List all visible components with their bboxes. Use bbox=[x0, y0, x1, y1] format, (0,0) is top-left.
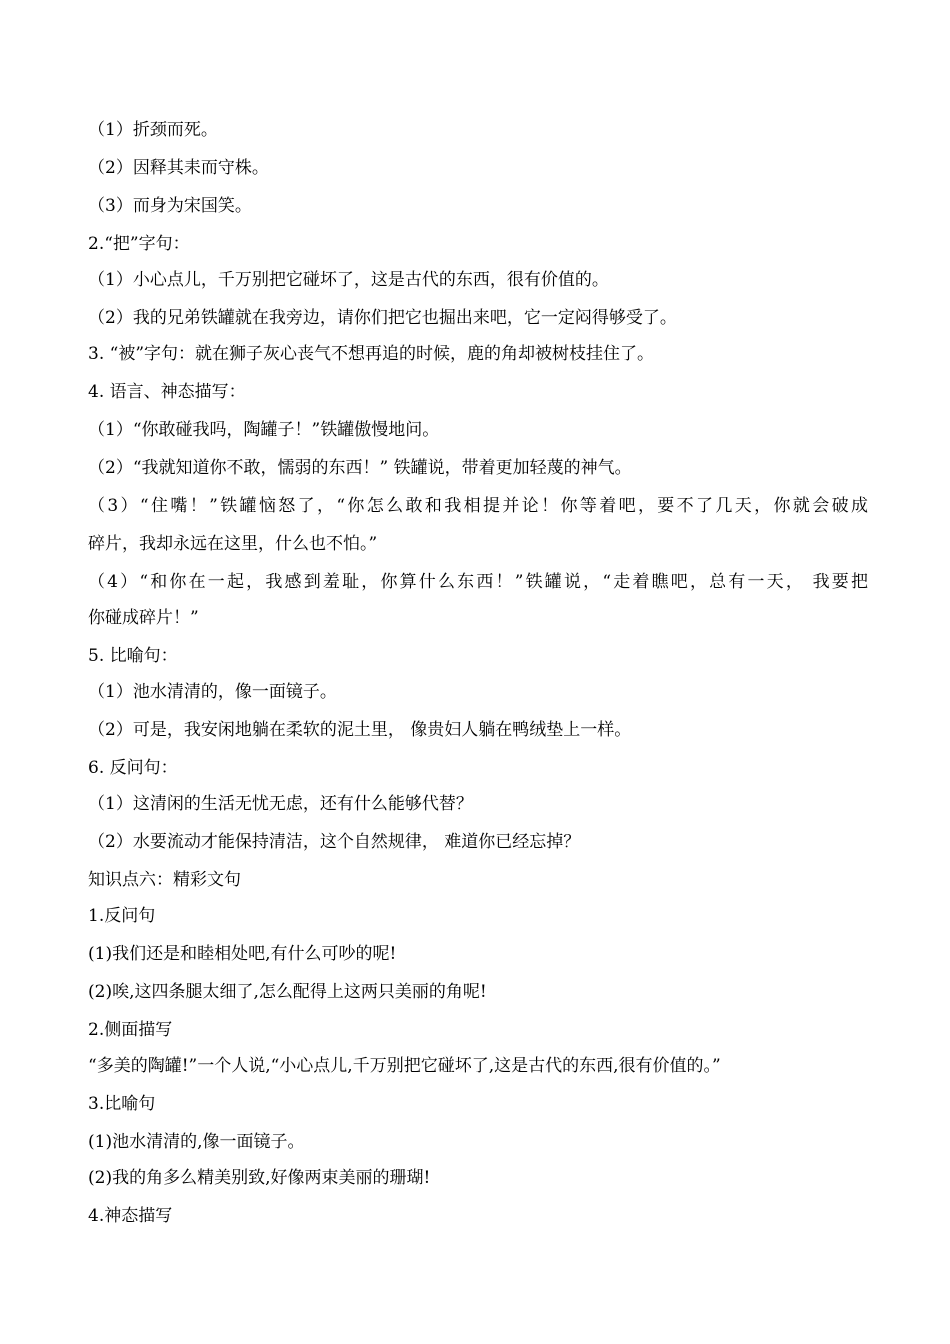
text-line: （2）“我就知道你不敢，懦弱的东西！” 铁罐说，带着更加轻蔑的神气。 bbox=[88, 458, 632, 478]
text-line: （2）我的兄弟铁罐就在我旁边，请你们把它也掘出来吧，它一定闷得够受了。 bbox=[88, 308, 677, 328]
text-line: 4.神态描写 bbox=[88, 1206, 173, 1226]
text-line: （1）这清闲的生活无忧无虑，还有什么能够代替？ bbox=[88, 794, 473, 814]
text-line: （4）“和你在一起，我感到羞耻，你算什么东西！”铁罐说，“走着瞧吧，总有一天， 我要把 bbox=[88, 572, 868, 592]
text-line: （1）小心点儿，千万别把它碰坏了，这是古代的东西，很有价值的。 bbox=[88, 270, 609, 290]
text-line: (2)我的角多么精美别致,好像两束美丽的珊瑚! bbox=[88, 1168, 431, 1188]
text-line: 你碰成碎片！” bbox=[88, 608, 199, 628]
text-line: （1）折颈而死。 bbox=[88, 120, 218, 140]
text-line: （2）水要流动才能保持清洁，这个自然规律， 难道你已经忘掉？ bbox=[88, 832, 581, 852]
text-line: “多美的陶罐!”一个人说,“小心点儿,千万别把它碰坏了,这是古代的东西,很有价值的。” bbox=[88, 1056, 721, 1076]
text-line: 3.比喻句 bbox=[88, 1094, 156, 1114]
text-line: (2)唉,这四条腿太细了,怎么配得上这两只美丽的角呢! bbox=[88, 982, 487, 1002]
text-line: 碎片，我却永远在这里，什么也不怕。” bbox=[88, 534, 378, 554]
text-line: 2.“把”字句： bbox=[88, 234, 190, 254]
text-line: 2.侧面描写 bbox=[88, 1020, 173, 1040]
text-line: （1）池水清清的，像一面镜子。 bbox=[88, 682, 337, 702]
text-line: (1)我们还是和睦相处吧,有什么可吵的呢! bbox=[88, 944, 397, 964]
text-line: 1.反问句 bbox=[88, 906, 156, 926]
text-line: (1)池水清清的,像一面镜子。 bbox=[88, 1132, 305, 1152]
text-line: 4. 语言、神态描写： bbox=[88, 382, 246, 402]
text-line: 3. “被”字句：就在狮子灰心丧气不想再追的时候，鹿的角却被树枝挂住了。 bbox=[88, 344, 655, 364]
text-line: 6. 反问句： bbox=[88, 758, 178, 778]
text-line: （1）“你敢碰我吗，陶罐子！”铁罐傲慢地问。 bbox=[88, 420, 440, 440]
text-line: （2）因释其耒而守株。 bbox=[88, 158, 269, 178]
section-heading: 知识点六：精彩文句 bbox=[88, 870, 241, 890]
text-line: 5. 比喻句： bbox=[88, 646, 178, 666]
text-line: （3）“住嘴！”铁罐恼怒了，“你怎么敢和我相提并论！你等着吧，要不了几天，你就会破成 bbox=[88, 496, 868, 516]
text-line: （3）而身为宋国笑。 bbox=[88, 196, 252, 216]
text-line: （2）可是，我安闲地躺在柔软的泥土里， 像贵妇人躺在鸭绒垫上一样。 bbox=[88, 720, 632, 740]
